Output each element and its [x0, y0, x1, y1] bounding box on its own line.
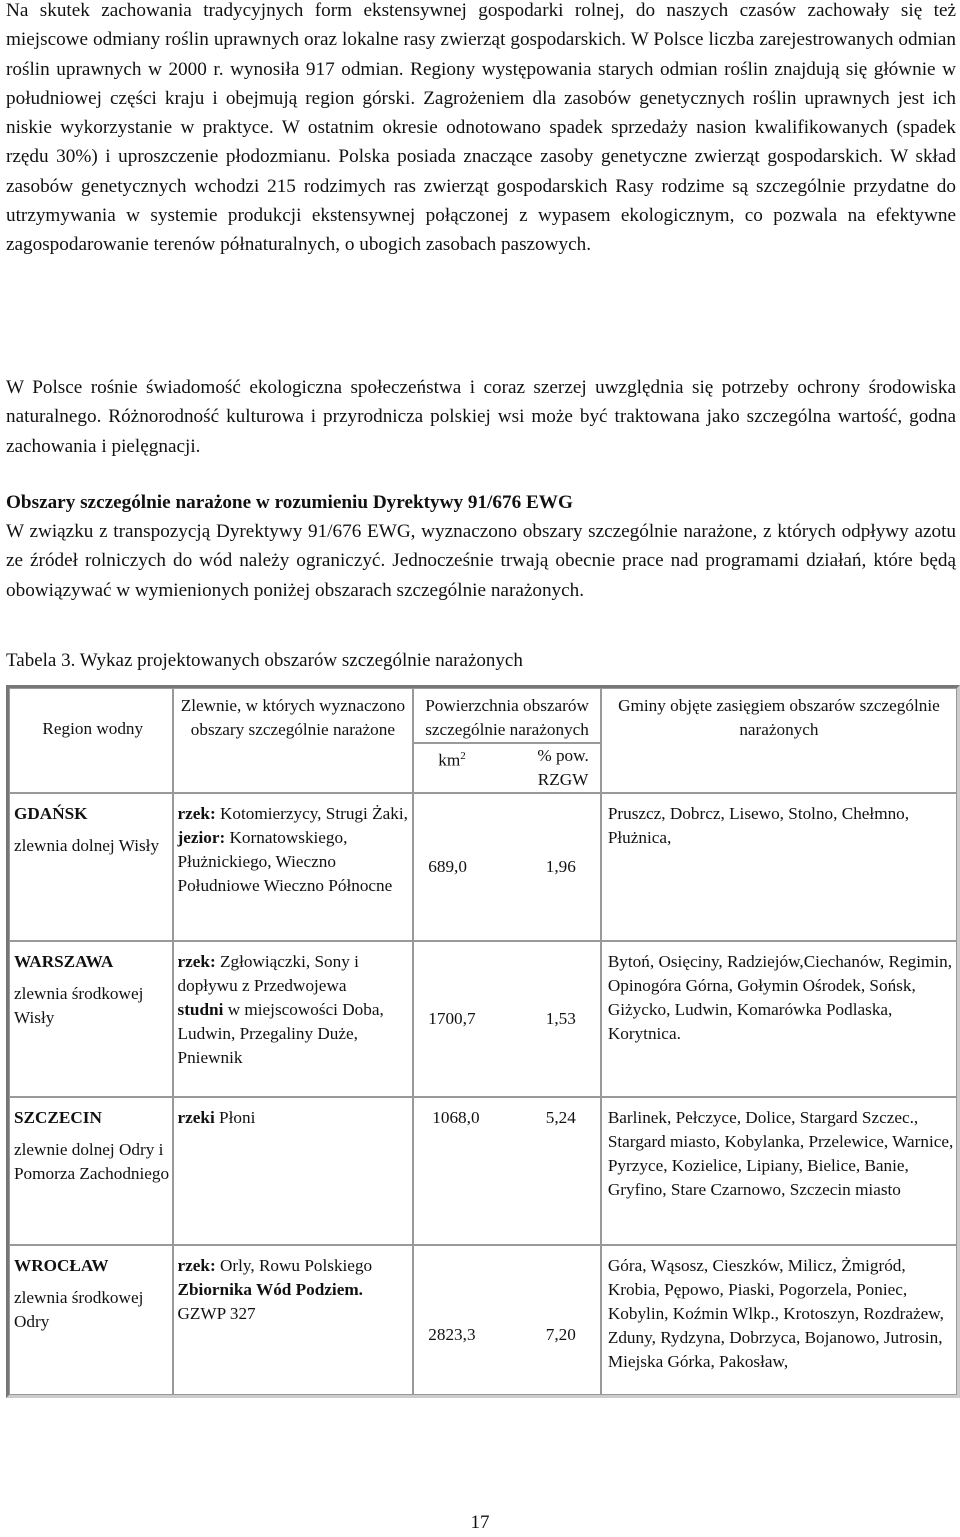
- paragraph-ecological-awareness: W Polsce rośnie świadomość ekologiczna społeczeństwa i coraz szerzej uwzględnia się potrzeby ochrony środowiska naturalnego. Różnorodność kulturowa i przyrodnicza polskiej wsi może być traktowana jako szczególna wartość, godna zachowania i pielęgnacji.: [6, 377, 956, 457]
- zlewnie-text: [174, 1106, 413, 1130]
- zlewnie-text-1: Zgłowiączki, Sony i dopływu z Przedwojewa: [177, 952, 359, 995]
- area-km2: 1700,7: [428, 1009, 476, 1028]
- table-row: [9, 941, 957, 1097]
- header-km2-label: km: [438, 750, 461, 770]
- gminy-text: Góra, Wąsosz, Cieszków, Milicz, Żmigród, Krobia, Pępowo, Piaski, Pogorzela, Poniec, Kobylin, Koźmin Wlkp., Krotoszyn, Rozdrażew, Zduny, Rydzyna, Dobrzyca, Bojanowo, Jutrosin, Miejska Górka, Pakosław,: [607, 1256, 944, 1371]
- area-km2: 2823,3: [428, 1325, 476, 1344]
- gminy-cell: [601, 793, 957, 941]
- region-cell: [9, 941, 173, 1097]
- region-name: GDAŃSK: [14, 804, 88, 823]
- zlewnie-label-1: rzek:: [177, 952, 216, 971]
- zlewnie-text: [174, 1254, 413, 1326]
- table-row: [9, 1097, 957, 1245]
- area-km2: 1068,0: [432, 1108, 480, 1127]
- paragraph-directive: W związku z transpozycją Dyrektywy 91/676 EWG, wyznaczono obszary szczególnie narażone, z których odpływy azotu ze źródeł rolniczych do wód należy ograniczyć. Jednocześnie trwają obecnie prace nad programami działań, które będą obowiązywać w wymienionych poniżej obszarach szczególnie narażonych.: [6, 521, 956, 601]
- header-region-label: Region wodny: [42, 719, 144, 738]
- zlewnie-text-2: Kornatowskiego, Płużnickiego, Wieczno Południowe Wieczno Północne: [177, 828, 393, 895]
- region-cell: [9, 1097, 173, 1245]
- region-name: WARSZAWA: [14, 952, 114, 971]
- region-desc: zlewnia środkowej Odry: [14, 1288, 144, 1331]
- table-row: [9, 1245, 957, 1395]
- zlewnie-cell: [173, 1097, 414, 1245]
- section-heading: Obszary szczególnie narażone w rozumieniu Dyrektywy 91/676 EWG: [6, 492, 573, 513]
- gminy-text: Barlinek, Pełczyce, Dolice, Stargard Szczec., Stargard miasto, Kobylanka, Przelewice, Warnice, Pyrzyce, Kozielice, Lipiany, Bielice, Banie, Gryfino, Stare Czarnowo, Szczecin miasto: [607, 1108, 954, 1199]
- zlewnie-cell: [173, 941, 414, 1097]
- table-caption: Tabela 3. Wykaz projektowanych obszarów szczególnie narażonych: [6, 650, 523, 671]
- paragraph-genetic-resources: Na skutek zachowania tradycyjnych form ekstensywnej gospodarki rolnej, do naszych czasów zachowały się też miejscowe odmiany roślin uprawnych oraz lokalne rasy zwierząt gospodarskich. W Polsce liczba zarejestrowanych odmian roślin uprawnych w 2000 r. wynosiła 917 odmian. Regiony występowania starych odmian roślin znajdują się głównie w południowej części kraju i obejmują region górski. Zagrożeniem dla zasobów genetycznych roślin uprawnych jest ich niskie wykorzystanie w praktyce. W ostatnim okresie odnotowano spadek sprzedaży nasion kwalifikowanych (spadek rzędu 30%) i uproszczenie płodozmianu. Polska posiada znaczące zasoby genetyczne zwierząt gospodarskich. W skład zasobów genetycznych wchodzi 215 rodzimych ras zwierząt gospodarskich Rasy rodzime są szczególnie przydatne do utrzymywania w systemie produkcji ekstensywnej połączonej z wypasem ekologicznym, co pozwala na efektywne zagospodarowanie terenów półnaturalnych, o ubogich zasobach paszowych.: [6, 0, 956, 256]
- area-cell: [413, 1097, 601, 1245]
- zlewnie-text-1: Płoni: [214, 1108, 256, 1127]
- header-km2-sup: 2: [460, 750, 466, 762]
- gminy-text: Pruszcz, Dobrcz, Lisewo, Stolno, Chełmno, Płużnica,: [607, 804, 910, 847]
- region-desc: zlewnie dolnej Odry i Pomorza Zachodniego: [14, 1140, 170, 1183]
- zlewnie-label-1: rzeki: [177, 1108, 215, 1127]
- region-desc: zlewnia dolnej Wisły: [14, 836, 160, 855]
- region-name: SZCZECIN: [14, 1108, 102, 1127]
- gminy-text: Bytoń, Osięciny, Radziejów,Ciechanów, Regimin, Opinogóra Górna, Gołymin Ośrodek, Sońsk, Giżycko, Ludwin, Komarówka Podlaska, Korytnica.: [607, 952, 953, 1043]
- table-header-row: [9, 688, 957, 743]
- area-pct: 1,96: [545, 857, 576, 876]
- gminy-cell: [601, 941, 957, 1097]
- gminy-cell: [601, 1097, 957, 1245]
- area-pct: 1,53: [545, 1009, 576, 1028]
- zlewnie-label-2: Zbiornika Wód Podziem.: [177, 1280, 363, 1299]
- zlewnie-text-2: w miejscowości Doba, Ludwin, Przegaliny Duże, Pniewnik: [177, 1000, 384, 1067]
- area-km2: 689,0: [428, 857, 467, 876]
- gminy-cell: [601, 1245, 957, 1395]
- zlewnie-cell: [173, 793, 414, 941]
- zlewnie-text-1: Orly, Rowu Polskiego: [215, 1256, 373, 1275]
- header-gminy: [601, 688, 957, 793]
- header-area-units: [413, 743, 601, 793]
- region-cell: [9, 793, 173, 941]
- header-km2: [438, 744, 526, 792]
- zlewnie-label-2: jezior:: [177, 828, 226, 847]
- header-pct-label: % pow. RZGW: [537, 746, 589, 789]
- region-desc: zlewnia środkowej Wisły: [14, 984, 144, 1027]
- header-zlewnie: [173, 688, 414, 793]
- zlewnie-text: [174, 950, 413, 1070]
- zlewnie-label-2: studni: [177, 1000, 224, 1019]
- vulnerable-zones-table: [6, 685, 960, 1398]
- zlewnie-text-2: GZWP 327: [177, 1304, 256, 1323]
- area-cell: [413, 1245, 601, 1395]
- page-number: 17: [470, 1512, 490, 1533]
- header-region: [9, 688, 173, 793]
- region-cell: [9, 1245, 173, 1395]
- area-cell: [413, 793, 601, 941]
- zlewnie-label-1: rzek:: [177, 1256, 216, 1275]
- region-name: WROCŁAW: [14, 1256, 109, 1275]
- header-gminy-label: Gminy objęte zasięgiem obszarów szczególnie narażonych: [618, 696, 940, 739]
- zlewnie-label-1: rzek:: [177, 804, 216, 823]
- zlewnie-text-1: Kotomierzycy, Strugi Żaki,: [215, 804, 408, 823]
- zlewnie-cell: [173, 1245, 414, 1395]
- zlewnie-text: [174, 802, 413, 898]
- area-pct: 5,24: [545, 1108, 576, 1127]
- header-zlewnie-label: Zlewnie, w których wyznaczono obszary szczególnie narażone: [180, 696, 406, 739]
- header-area: [413, 688, 601, 743]
- area-pct: 7,20: [545, 1325, 576, 1344]
- area-cell: [413, 941, 601, 1097]
- table-row: [9, 793, 957, 941]
- header-area-label: Powierzchnia obszarów szczególnie narażonych: [425, 696, 589, 739]
